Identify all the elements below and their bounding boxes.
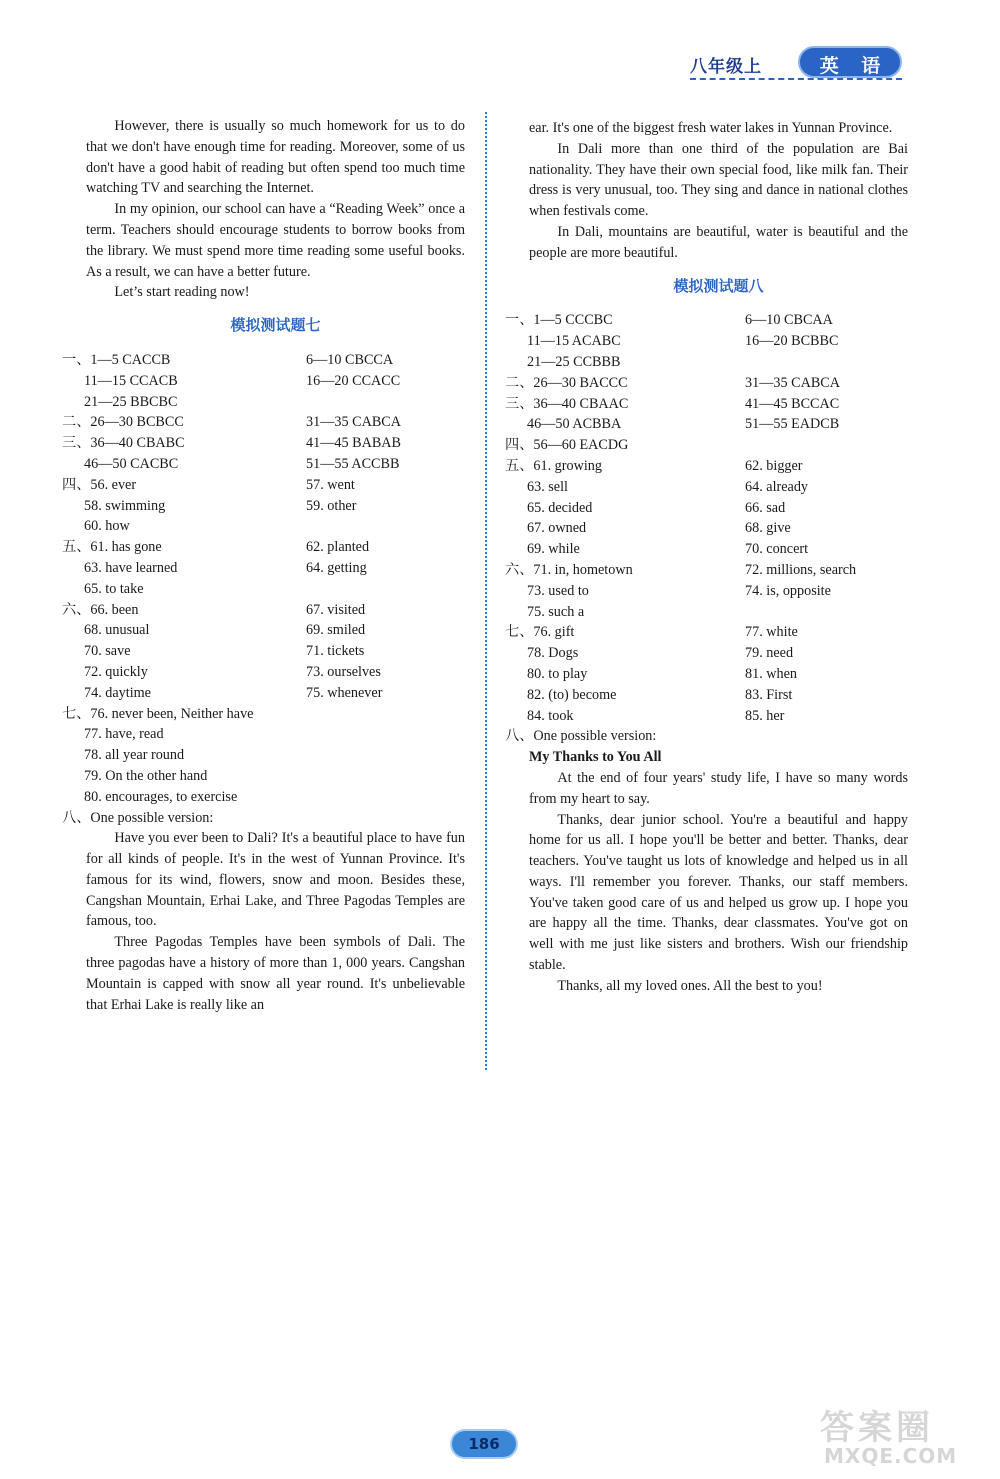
answer-row — [505, 331, 908, 352]
answer-row — [505, 498, 908, 519]
watermark-url: MXQE.COM — [824, 1444, 958, 1468]
answer-left: 46—50 CACBC — [84, 455, 179, 472]
answer-row — [505, 664, 908, 685]
answer-left: 68. unusual — [84, 622, 150, 639]
essay-paragraph: In Dali more than one third of the population are Bai nationality. They have their own special food, like milk fan. Their dress is very unusual, too. They sing and dance in national clothes when festivals come. — [529, 140, 908, 220]
answer-right: 16—20 BCBBC — [745, 333, 839, 350]
answer-row — [62, 558, 465, 579]
answer-row — [62, 392, 465, 413]
answer-left: 70. save — [84, 643, 131, 660]
essay-paragraph: In Dali, mountains are beautiful, water is beautiful and the people are more beautiful. — [529, 223, 908, 261]
answer-left: 五、61. has gone — [62, 539, 162, 556]
answer-row — [62, 537, 465, 558]
answer-row — [62, 641, 465, 662]
answer-right: 57. went — [306, 476, 355, 493]
page-header — [690, 46, 905, 86]
answer-row — [62, 350, 465, 371]
answer-right: 59. other — [306, 497, 357, 514]
answer-row — [505, 310, 908, 331]
answer-right: 51—55 EADCB — [745, 416, 840, 433]
answer-row — [62, 496, 465, 517]
answer-right: 70. concert — [745, 541, 809, 558]
essay-title: My Thanks to You All — [529, 749, 662, 766]
answer-list-test8 — [505, 310, 908, 747]
answer-row — [62, 766, 465, 787]
answer-right: 68. give — [745, 520, 791, 537]
answer-right: 41—45 BABAB — [306, 435, 401, 452]
answer-row — [505, 373, 908, 394]
answer-right: 64. already — [745, 478, 809, 495]
answer-row — [505, 539, 908, 560]
answer-left: 七、76. gift — [505, 624, 575, 641]
answer-right: 73. ourselves — [306, 663, 381, 680]
answer-left: 八、One possible version: — [62, 809, 214, 826]
answer-right: 75. whenever — [306, 684, 383, 701]
answer-row — [62, 412, 465, 433]
essay-paragraph: Have you ever been to Dali? It's a beautiful place to have fun for all kinds of people. It's in the west of Yunnan Province. It's famous for its wind, flowers, snow and moon. Besides these, Cangshan Mountain, Erhai Lake, and Three Pagodas Temples are famous, too. — [86, 830, 465, 930]
column-divider — [485, 112, 487, 1070]
answer-right: 74. is, opposite — [745, 582, 831, 599]
section-title-test7: 模拟测试题七 — [230, 316, 321, 335]
essay-paragraph: However, there is usually so much homework for us to do that we don't have enough time for reading. Moreover, some of us don't have a good habit of reading but often spend too much time watching TV and searching the Internet. — [86, 118, 465, 197]
answer-right: 51—55 ACCBB — [306, 455, 400, 472]
answer-row — [62, 787, 465, 808]
subject-label: 英 语 — [819, 55, 889, 77]
answer-row — [505, 414, 908, 435]
answer-row — [505, 726, 908, 747]
answer-row — [505, 518, 908, 539]
answer-left: 78. all year round — [84, 747, 185, 764]
answer-left: 75. such a — [527, 603, 585, 620]
answer-right: 85. her — [745, 707, 785, 724]
answer-row — [62, 704, 465, 725]
answer-left: 69. while — [527, 541, 580, 558]
answer-left: 五、61. growing — [505, 457, 602, 474]
answer-right: 83. First — [745, 686, 793, 703]
answer-left: 三、36—40 CBABC — [62, 435, 185, 452]
answer-right: 81. when — [745, 665, 798, 682]
answer-left: 79. On the other hand — [84, 767, 208, 784]
left-column — [62, 116, 465, 1015]
answer-left: 46—50 ACBBA — [527, 416, 622, 433]
essay-paragraph: Three Pagodas Temples have been symbols of Dali. The three pagodas have a history of more than 1, 000 years. Cangshan Mountain is capped with snow all year round. It's unbelievable that Erhai Lake is really like an — [86, 934, 465, 1013]
answer-right: 6—10 CBCCA — [306, 351, 394, 368]
answer-row — [505, 477, 908, 498]
essay-paragraph: Let’s start reading now! — [114, 284, 250, 301]
answer-right: 64. getting — [306, 559, 367, 576]
answer-left: 二、26—30 BACCC — [505, 374, 628, 391]
answer-right: 77. white — [745, 624, 798, 641]
answer-left: 80. to play — [527, 665, 588, 682]
answer-right: 71. tickets — [306, 643, 365, 660]
answer-left: 11—15 ACABC — [527, 333, 621, 350]
answer-row — [505, 602, 908, 623]
answer-left: 一、1—5 CACCB — [62, 351, 171, 368]
watermark-text: 答案圈 — [820, 1408, 934, 1448]
answer-row — [62, 600, 465, 621]
answer-row — [505, 581, 908, 602]
page-number: 186 — [468, 1435, 500, 1453]
answer-row — [62, 808, 465, 829]
answer-right: 69. smiled — [306, 622, 366, 639]
answer-left: 77. have, read — [84, 726, 164, 743]
answer-left: 八、One possible version: — [505, 728, 657, 745]
answer-left: 21—25 BBCBC — [84, 393, 178, 410]
answer-left: 四、56—60 EACDG — [505, 437, 629, 454]
answer-right: 66. sad — [745, 499, 786, 516]
answer-right: 31—35 CABCA — [306, 414, 401, 431]
header-dashed-rule — [690, 78, 902, 80]
answer-row — [505, 622, 908, 643]
essay-paragraph: ear. It's one of the biggest fresh water lakes in Yunnan Province. — [529, 120, 893, 136]
answer-row — [505, 685, 908, 706]
answer-right: 41—45 BCCAC — [745, 395, 840, 412]
answer-left: 82. (to) become — [527, 686, 617, 703]
answer-row — [505, 394, 908, 415]
answer-left: 78. Dogs — [527, 645, 579, 662]
answer-row — [62, 454, 465, 475]
answer-right: 62. planted — [306, 539, 370, 556]
essay-paragraph: At the end of four years' study life, I have so many words from my heart to say. — [529, 769, 908, 807]
answer-left: 74. daytime — [84, 684, 151, 701]
answer-left: 65. to take — [84, 580, 144, 597]
answer-left: 三、36—40 CBAAC — [505, 395, 629, 412]
answer-left: 四、56. ever — [62, 476, 137, 493]
answer-left: 84. took — [527, 707, 574, 724]
essay-paragraph: In my opinion, our school can have a “Reading Week” once a term. Teachers should encourage students to borrow books from the library. We must spend more time reading some useful books. As a result, we can have a better future. — [86, 201, 465, 280]
answer-row — [62, 579, 465, 600]
answer-right: 72. millions, search — [745, 561, 857, 578]
subject-badge — [798, 46, 902, 78]
answer-right: 6—10 CBCAA — [745, 312, 833, 329]
answer-left: 六、66. been — [62, 601, 139, 618]
answer-left: 72. quickly — [84, 663, 148, 680]
essay-paragraph: Thanks, dear junior school. You're a beautiful and happy home for us all. I hope you'll be better and better. Thanks, dear teachers. You've taught us lots of knowledge and helped us in all ways. I'll remember you forever. Thanks, our staff members. You've taken good care of us and helped us grow up. I hope you are happy all the time. Thanks, dear classmates. You've got on well with me just like sisters and brothers. Wish our friendship stable. — [529, 811, 908, 974]
answer-row — [62, 662, 465, 683]
answer-row — [505, 706, 908, 727]
answer-right: 16—20 CCACC — [306, 372, 401, 389]
answer-left: 11—15 CCACB — [84, 372, 178, 389]
answer-left: 63. sell — [527, 478, 568, 495]
answer-row — [62, 724, 465, 745]
answer-row — [62, 516, 465, 537]
answer-row — [505, 560, 908, 581]
answer-row — [62, 745, 465, 766]
answer-left: 60. how — [84, 518, 130, 535]
answer-left: 67. owned — [527, 520, 587, 537]
grade-label: 八年级上 — [690, 57, 762, 77]
answer-left: 80. encourages, to exercise — [84, 788, 238, 805]
answer-right: 31—35 CABCA — [745, 374, 840, 391]
answer-row — [62, 475, 465, 496]
page-number-badge — [450, 1429, 518, 1459]
answer-left: 58. swimming — [84, 497, 166, 514]
answer-right: 62. bigger — [745, 457, 803, 474]
answer-row — [505, 352, 908, 373]
answer-row — [62, 620, 465, 641]
answer-left: 六、71. in, hometown — [505, 561, 633, 578]
answer-row — [62, 371, 465, 392]
answer-right: 67. visited — [306, 601, 366, 618]
answer-left: 二、26—30 BCBCC — [62, 414, 184, 431]
answer-row — [505, 643, 908, 664]
answer-left: 63. have learned — [84, 559, 178, 576]
answer-row — [505, 456, 908, 477]
answer-row — [505, 435, 908, 456]
answer-row — [62, 433, 465, 454]
answer-right: 79. need — [745, 645, 794, 662]
answer-left: 七、76. never been, Neither have — [62, 705, 254, 722]
section-title-test8: 模拟测试题八 — [673, 276, 764, 295]
answer-left: 65. decided — [527, 499, 593, 516]
answer-left: 一、1—5 CCCBC — [505, 312, 613, 329]
answer-left: 21—25 CCBBB — [527, 353, 621, 370]
answer-row — [62, 683, 465, 704]
answer-left: 73. used to — [527, 582, 589, 599]
essay-paragraph: Thanks, all my loved ones. All the best to you! — [557, 977, 823, 994]
right-column — [505, 118, 908, 997]
answer-list-test7 — [62, 350, 465, 828]
watermark — [820, 1400, 980, 1470]
